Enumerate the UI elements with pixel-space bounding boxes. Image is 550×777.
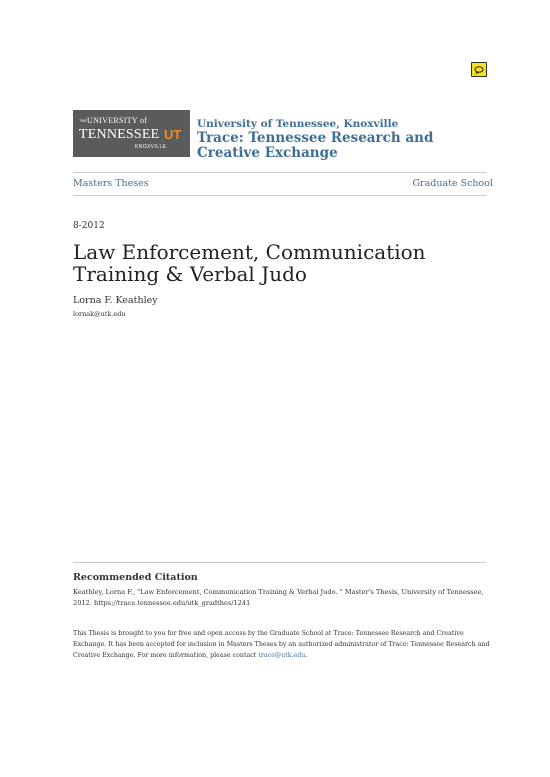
logo-the: THE [79, 118, 87, 123]
logo-knoxville: KNOXVILLE [135, 144, 167, 150]
divider-citation [73, 562, 486, 563]
notice-end: . [305, 652, 308, 659]
citation-text: Keathley, Lorna F., "Law Enforcement, Communication Training & Verbal Judo. " Master's Thesis, University of Tennessee, 2012. https://trace.tennessee.edu/utk_gradthes/1241 [73, 588, 484, 607]
comment-icon[interactable] [471, 62, 487, 77]
contact-email-link[interactable]: trace@utk.edu [258, 652, 306, 659]
masters-theses-link[interactable]: Masters Theses [73, 178, 149, 189]
graduate-school-link[interactable]: Graduate School [412, 178, 493, 189]
institution-name[interactable]: University of Tennessee, Knoxville [197, 118, 399, 130]
logo-university: UNIVERSITY of [87, 116, 148, 125]
document-title: Law Enforcement, Communication Training & Verbal Judo [73, 240, 426, 286]
citation-heading: Recommended Citation [73, 572, 198, 583]
publication-date: 8-2012 [73, 221, 105, 231]
author-name: Lorna F. Keathley [73, 295, 158, 306]
access-notice [73, 628, 493, 661]
divider-top [73, 172, 486, 173]
logo-ut-mark: UT [164, 127, 182, 142]
notice-text: This Thesis is brought to you for free and open access by the Graduate School at Trace: Tennessee Research and Creative Exchange. It has been accepted for inclusion in Masters Theses by an authorized administrator of Trace: Tennessee Research and Creative Exchange. For more information, please contact [73, 630, 490, 659]
logo-tennessee: TENNESSEE [79, 127, 160, 142]
author-email: lornak@utk.edu [73, 310, 126, 318]
divider-nav [73, 195, 486, 196]
repository-name[interactable]: Trace: Tennessee Research and Creative Exchange [197, 130, 434, 161]
university-logo[interactable] [73, 110, 190, 157]
